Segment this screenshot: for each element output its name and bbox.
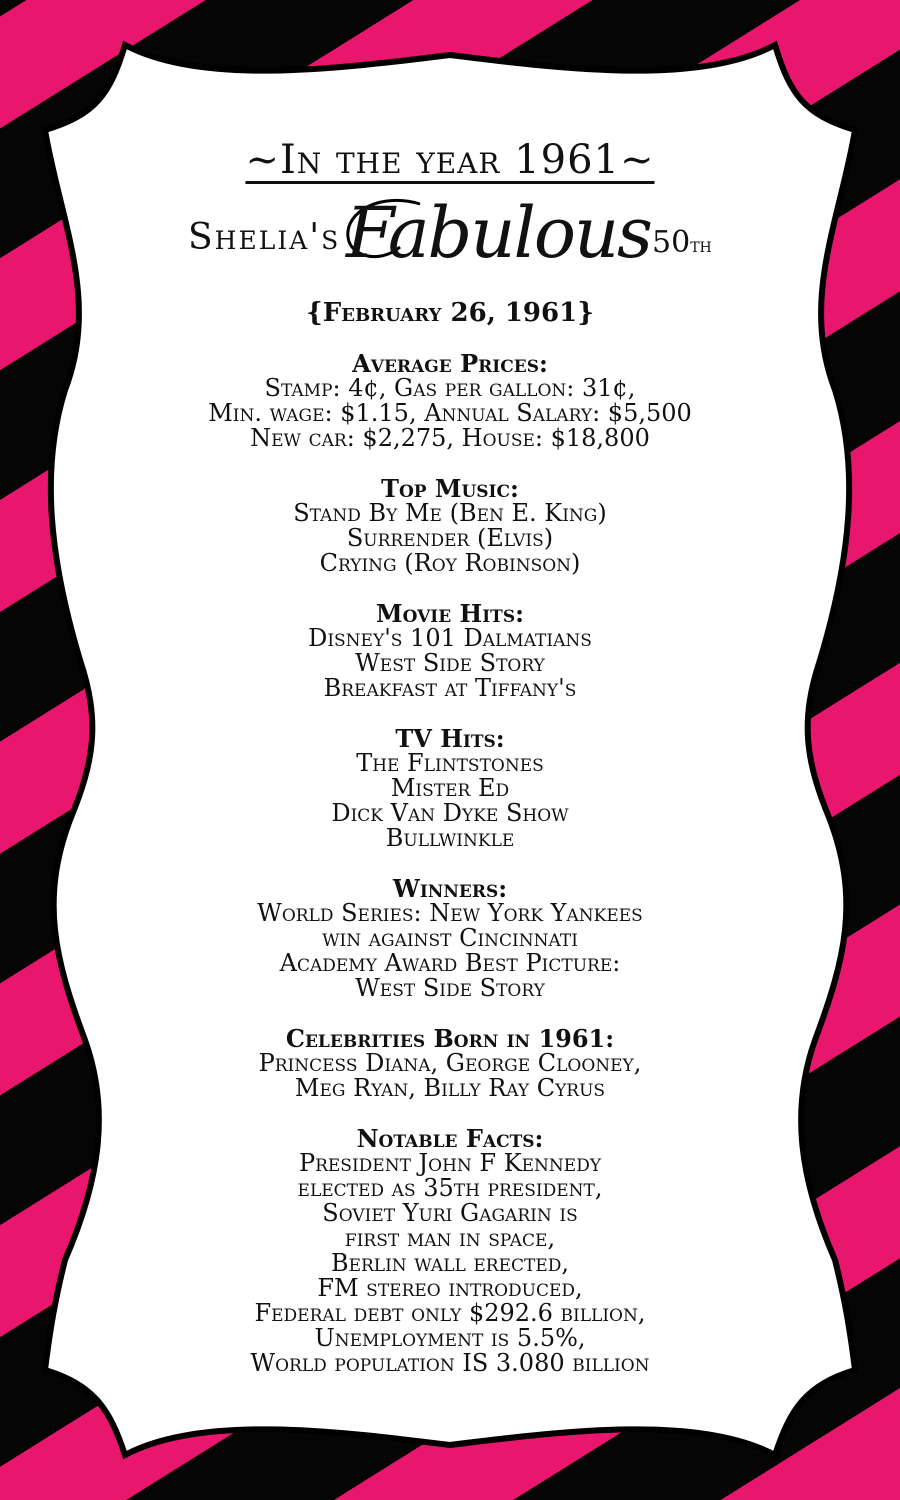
age-label	[652, 225, 712, 260]
section-line: Stand By Me (Ben E. King)	[293, 499, 607, 527]
section-line: Dick Van Dyke Show	[331, 799, 569, 827]
section-heading: Celebrities Born in 1961:	[285, 1024, 615, 1053]
sections-list	[150, 349, 750, 1377]
section-line: Princess Diana, George Clooney,	[258, 1049, 642, 1077]
section-line: Surrender (Elvis)	[346, 524, 554, 552]
section	[150, 349, 750, 452]
section-line: Crying (Roy Robinson)	[319, 549, 581, 577]
section	[150, 1024, 750, 1102]
section-heading: Movie Hits:	[376, 599, 524, 628]
section	[150, 874, 750, 1002]
section-heading: Notable Facts:	[356, 1124, 544, 1153]
section-line: Breakfast at Tiffany's	[323, 674, 577, 702]
section-line: Soviet Yuri Gagarin is	[322, 1199, 578, 1227]
section-line: Unemployment is 5.5%,	[314, 1324, 586, 1352]
section	[150, 1124, 750, 1377]
section-line: FM stereo introduced,	[317, 1274, 583, 1302]
page-title: ~In the year 1961~	[245, 137, 655, 183]
section-line: first man in space,	[344, 1224, 556, 1252]
section-line: President John F Kennedy	[298, 1149, 602, 1177]
subtitle	[150, 192, 750, 276]
section-line: West Side Story	[355, 649, 545, 677]
fabulous-script: Fabulous	[346, 192, 651, 274]
section-line: win against Cincinnati	[322, 924, 578, 952]
section-heading: Winners:	[392, 874, 508, 903]
section	[150, 724, 750, 852]
section-line: Academy Award Best Picture:	[279, 949, 621, 977]
honoree-name: Shelia's	[188, 217, 341, 258]
section-line: elected as 35th president,	[297, 1174, 603, 1202]
section-line: Disney's 101 Dalmatians	[308, 624, 592, 652]
section-line: West Side Story	[355, 974, 545, 1002]
fact-sheet	[150, 137, 750, 1377]
age-number: 50	[652, 225, 691, 260]
section-heading: Top Music:	[381, 474, 519, 503]
section-heading: Average Prices:	[352, 349, 548, 378]
section-line: Berlin wall erected,	[330, 1249, 570, 1277]
section-line: Min. wage: $1.15, Annual Salary: $5,500	[208, 399, 692, 427]
section	[150, 599, 750, 702]
section-line: World Series: New York Yankees	[257, 899, 643, 927]
section-line: New car: $2,275, House: $18,800	[250, 424, 650, 452]
section-line: The Flintstones	[356, 749, 544, 777]
section-line: Stamp: 4¢, Gas per gallon: 31¢,	[264, 374, 636, 402]
section-heading: TV Hits:	[395, 724, 505, 753]
section	[150, 474, 750, 577]
birth-date: {February 26, 1961}	[306, 298, 594, 328]
section-line: World population IS 3.080 billion	[250, 1349, 650, 1377]
age-suffix: th	[690, 233, 712, 257]
section-line: Federal debt only $292.6 billion,	[254, 1299, 646, 1327]
section-line: Mister Ed	[390, 774, 510, 802]
section-line: Bullwinkle	[385, 824, 515, 852]
section-line: Meg Ryan, Billy Ray Cyrus	[294, 1074, 606, 1102]
